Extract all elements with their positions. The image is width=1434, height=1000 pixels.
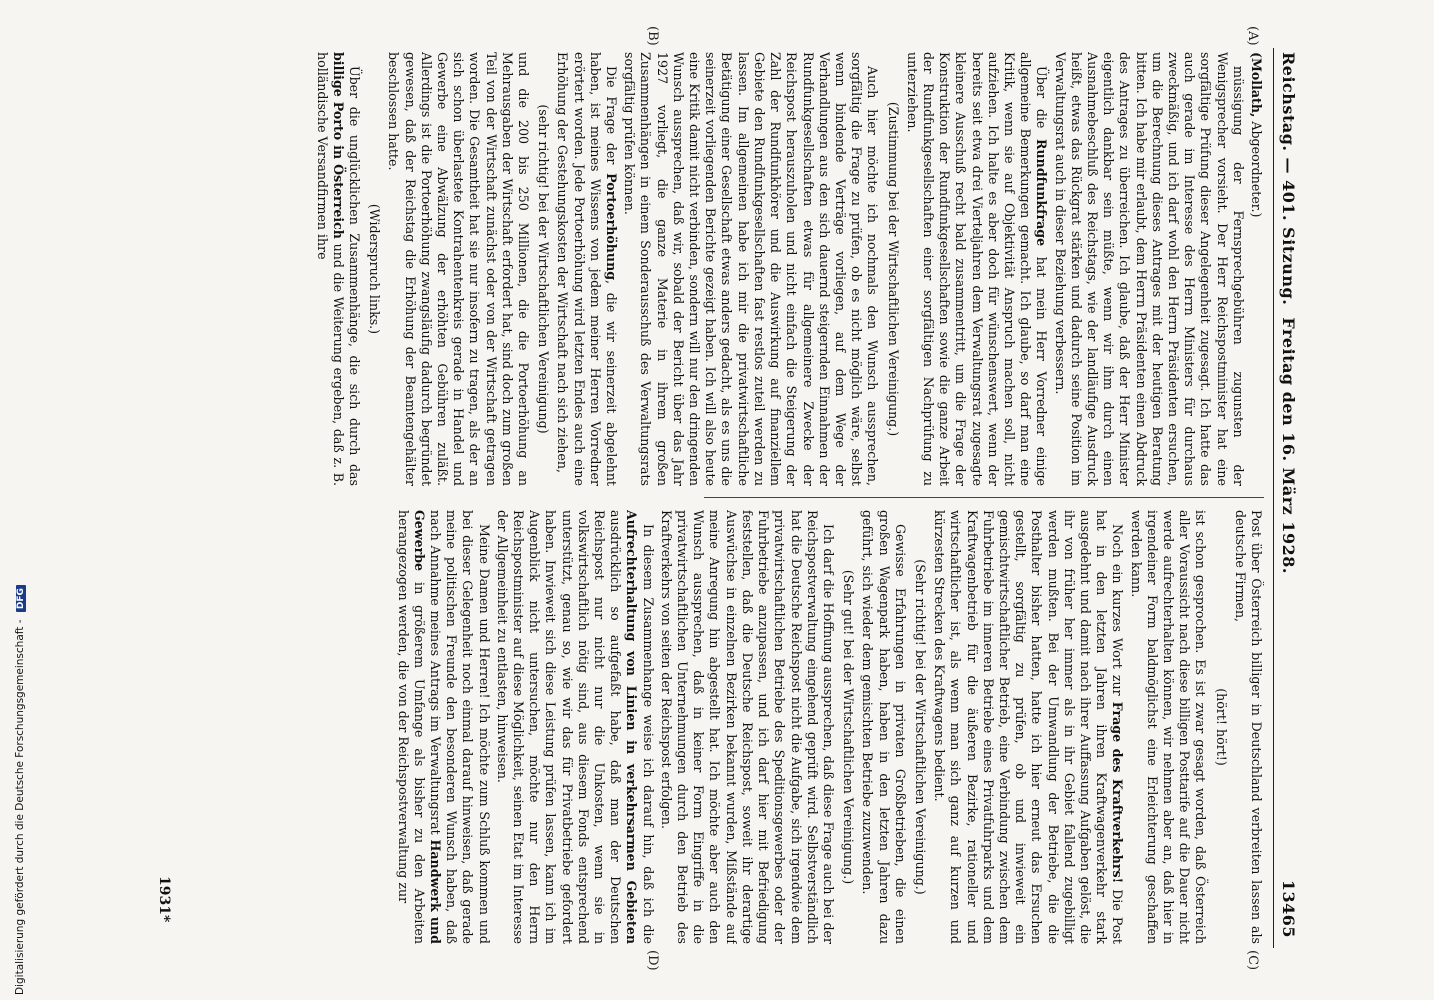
paragraph-text: In diesem Zusammenhange weise ich darauf hin, daß ich die	[640, 524, 656, 944]
paragraph: (Sehr gut! bei der Wirtschaftlichen Vereinigung.)	[841, 569, 857, 885]
paragraph: (sehr richtig! bei der Wirtschaftlichen Vereinigung)	[536, 104, 552, 434]
dfg-logo: DFG	[16, 585, 26, 612]
paragraph: ist schon gesprochen. Es ist zwar gesagt worden, daß Österreich aller Voraussicht nach diese billigen Posttarife auf die Dauer nicht werde aufrechterhalten können, wir nehmen aber an, daß hier in irgendeiner Form baldmöglichst eine Erleichterung geschaffen werden kann.	[1128, 510, 1209, 944]
paragraph-text: Gewisse Erfahrungen in privaten Großbetrieben, die einen großen Wagenpark haben, haben in den letzten Jahren dazu geführt, sich wieder dem gemischten Betriebe zuzuwenden.	[860, 510, 908, 944]
margin-mark-a: (A)	[1245, 26, 1260, 46]
paragraph	[904, 52, 1050, 486]
digitization-note-text: Digitalisierung gefördert durch die Deutsche Forschungsgemeinschaft -	[14, 619, 26, 995]
running-head	[1272, 48, 1300, 948]
sheet-signature: 1931*	[156, 876, 172, 923]
paragraph-text: Über die	[1034, 66, 1050, 140]
digitization-note	[14, 585, 26, 995]
paragraph-text: Über die unglücklichen Zusammenhänge, die sich durch das	[347, 66, 363, 486]
paragraph-text: ausdrücklich so aufgefaßt habe, daß man der Deutschen Reichspost nur nicht nur die Unkosten, wenn sie in volkswirtschaftlich nötig sind, aus diesem Fonds entsprechend unterstützt, genau so, wie wir das für Privatbetriebe gefordert haben. Inwieweit sich diese Leistung prüfen lassen, kann ich im Augenblick nicht untersuchen, möchte nur den Herrn Reichspostminister auf diese Möglichkeit, seinen Etat im Interesse der Allgemeinheit zu entlasten, hinweisen.	[494, 510, 624, 944]
paragraph	[1248, 52, 1264, 486]
text-column-left	[134, 52, 1264, 486]
paragraph-text: Ich darf die Hoffnung aussprechen, daß diese Frage auch bei der Reichspostverwaltung eingehend geprüft wird. Selbstverständlich hat die Deutsche Reichspost nicht die Aufgabe, sich irgendwie dem privatwirtschaftlichen Betriebe des Speditionsgewerbes oder der Fuhrbetriebe anzupassen, und ich darf hier mit Befriedigung feststellen, daß die Deutsche Reichspost, soweit ihr derartige Auswüchse in einzelnen Bezirken bekannt wurden, Mißstände auf meine Anregung hin abgestellt hat. Ich möchte aber auch den Wunsch aussprechen, daß in keiner Form Eingriffe in die privatwirtschaftlichen Unternehmungen durch den Betrieb des Kraftverkehrs von seiten der Reichspost erfolgen.	[658, 510, 836, 944]
paragraph: (Zustimmung bei der Wirtschaftlichen Vereinigung.)	[885, 101, 901, 437]
paragraph-text: in größerem Umfange als bisher zu den Arbeiten herangezogen werden, die von der Reichspostverwaltung zur	[395, 510, 427, 944]
speaker-name: (Mollath,	[1249, 52, 1264, 118]
emphasis-text: billige Porto in Österreich	[330, 52, 346, 239]
emphasis-text: Handwerk und Gewerbe	[411, 510, 444, 944]
paragraph	[313, 52, 362, 486]
text-column-right	[134, 510, 1264, 944]
header-rule	[1273, 48, 1274, 948]
paragraph: Post über Österreich billiger in Deutschland verbreiten lassen als deutsche Firmen,	[1232, 510, 1264, 944]
paragraph-text: hat mein Herr Vorredner einige allgemeine Bemerkungen gemacht. Ich glaube, so darf man eine Kritik, wenn sie auf Objektivität Anspruch machen soll, nicht aufziehen. Ich halte es aber doch für wünschenswert, wenn der bereits seit etwa drei Vierteljahren dem Verwaltungsrat zugesagte kleinere Ausschuß recht bald zusammentritt, um die Frage der Konstruktion der Rundfunkgesellschaften sowie die ganze Arbeit der Rundfunkgesellschaften einer sorgfältigen Nachprüfung zu unterziehen.	[904, 52, 1050, 486]
emphasis-text: Portoerhöhung	[604, 173, 620, 281]
paragraph-text: müssigung der Fernsprechgebühren zugunsten der Wenigsprecher vorsieht. Der Herr Reichspostminister hat eine sorgfältige Prüfung dieser Angelegenheit zugesagt. Ich hatte das auch gerade im Interesse des Herrn Ministers für durchaus zweckmäßig, und ich darf wohl den Herrn Präsidenten ersuchen, um die Berechnung dieses Antrages mit der heutigen Beratung bitten. Ich habe mir erlaubt, dem Herrn Präsidenten einen Abdruck des Antrages zu überreichen. Ich glaube, daß der Herr Minister eigentlich dankbar sein müßte, wenn wir ihm durch einen Ausnahmebeschluß des Reichstags, wie der landläufige Ausdruck heißt, etwas das Rückgrat stärken und dadurch seine Position im Verwaltungsrat auch in dieser Beziehung verbessern.	[1052, 52, 1246, 486]
paragraph	[394, 510, 491, 944]
paragraph-text: Die Frage der	[604, 66, 620, 174]
paragraph: (Sehr richtig! bei der Wirtschaftlichen Vereinigung.)	[912, 559, 928, 895]
digitization-strip	[0, 0, 26, 1000]
emphasis-text: Rundfunkfrage	[1034, 139, 1050, 247]
paragraph	[859, 510, 908, 944]
paragraph: (Widerspruch links.)	[367, 203, 383, 335]
paragraph	[658, 510, 836, 944]
margin-mark-c: (C)	[1245, 950, 1260, 971]
session-title	[1279, 52, 1298, 574]
speaker-role: Abgeordneter.)	[1249, 117, 1264, 218]
paragraph	[1051, 52, 1245, 486]
paragraph	[554, 52, 619, 486]
paragraph-text: Meine Damen und Herren! Ich möchte zum Schluß kommen und bei dieser Gelegenheit noch einmal darauf hinweisen, daß gerade meine politischen Freunde den besonderen Wunsch haben, daß nach Annahme meines Antrags im Verwaltungsrat	[428, 510, 492, 944]
margin-mark-b: (B)	[645, 26, 660, 46]
paragraph: und die 200 bis 250 Millionen, die die Portoerhöhung an Mehrausgaben der Wirtschaft erfordert hat, sind doch zum großen Teil von der Wirtschaft zunächst oder von der Wirtschaft getragen worden. Die Gesamtheit hat sie nur insofern zu tragen, als der an sich schon überlastete Kontrahentenkreis gerade in Handel und Gewerbe eine Abwälzung der erhöhten Gebühren zuläßt. Allerdings ist die Portoerhöhung zwangsläufig dadurch begründet gewesen, daß der Reichstag die Erhöhung der Beamtengehälter beschlossen hatte.	[386, 52, 532, 486]
margin-mark-d: (D)	[645, 950, 660, 971]
column-divider	[704, 497, 1264, 498]
emphasis-text: Frage des Kraftverkehrs!	[1110, 701, 1126, 884]
paragraph	[494, 510, 656, 944]
paragraph: (hört! hört!)	[1213, 688, 1229, 766]
page-number: 13465	[1279, 879, 1298, 938]
paragraph-text: Noch ein kurzes Wort zur	[1110, 524, 1126, 702]
paragraph	[621, 52, 880, 486]
session-date: Freitag den 16. März 1928.	[1279, 317, 1298, 574]
paragraph-text: und die Weiterung ergeben, daß z. B. holländische Versandfirmen ihre	[314, 52, 346, 486]
paragraph	[931, 510, 1125, 944]
paragraph-text: Auch hier möchte ich nochmals den Wunsch aussprechen, sorgfältig die Frage zu prüfen, ob es nicht möglich wäre, selbst wenn bindende Verträge vorliegen, auf dem Wege der Verhandlungen aus den sich dauernd steigernden Einnahmen der Rundfunkgesellschaften etwas für allgemeinere Zwecke der Reichspost herauszuholen und nicht einfach die Steigerung der Zahl der Rundfunkhörer und die Auswirkung auf finanziellem Gebiete den Rundfunkgesellschaften fast restlos zuteil werden zu lassen. Im allgemeinen habe ich mir die privatwirtschaftliche Betätigung einer Gesellschaft etwas anders gedacht, als es uns die seinerzeit vorliegenden Berichte gezeigt haben. Ich will also heute eine Kritik damit nicht verbinden, sondern will nur den dringenden Wunsch aussprechen, daß wir, sobald der Bericht über das Jahr 1927 vorliegt, die ganze Materie in ihrem großen Zusammenhängen in einem Sonderausschuß des Verwaltungsrats sorgfältig prüfen können.	[622, 52, 881, 486]
newspaper-sheet	[120, 26, 1300, 971]
emphasis-text: Aufrechterhaltung von Linien in verkehrsarmen Gebieten	[624, 510, 640, 944]
paragraph-text: , die wir seinerzeit abgelehnt haben, ist meines Wissens von jedem meiner Herren Vorredner erörtert worden. Jede Portoerhöhung wird letzten Endes auch eine Erhöhung der Gestehungskosten der Wirtschaft nach sich ziehen,	[555, 52, 620, 486]
paragraph-text: Die Post hat in den letzten Jahren ihren Kraftwagenverkehr stark ausgedehnt und damit nach ihrer Auffassung Aufgaben gelöst, die ihr von früher her immer als in ihr Gebiet fallend zugebilligt werden mußten. Bei der Umwandlung der Betriebe, die die Posthalter bisher hatten, hatte ich hier erneut das Ersuchen gestellt, sorgfältig zu prüfen, ob und inwieweit ein gemischtwirtschaftlicher Betrieb, eine Verbindung zwischen dem Fuhrbetriebe im inneren Betriebe eines Privatfuhrparks und dem Kraftwagenbetrieb für die äußeren Bezirke, rationeller und wirtschaftlicher ist, als wenn man sich ganz auf kurzen und kürzesten Strecken des Kraftwagens bedient.	[932, 510, 1126, 944]
session-label: Reichstag. — 401. Sitzung.	[1279, 52, 1298, 306]
